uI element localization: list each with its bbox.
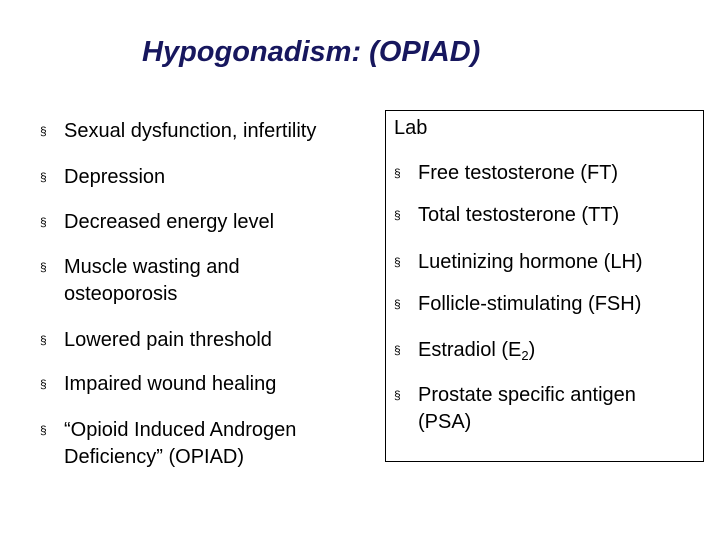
list-item-text: Decreased energy level: [64, 211, 275, 233]
list-item: [394, 382, 636, 436]
lab-heading: Lab: [394, 117, 428, 139]
list-item-text: Muscle wasting and: [64, 256, 240, 278]
bullet-marker-icon: §: [394, 166, 401, 180]
list-item-text: Depression: [64, 166, 166, 188]
list-item: [40, 164, 165, 191]
list-item-text: Sexual dysfunction, infertility: [64, 120, 317, 142]
list-item: [40, 371, 276, 398]
list-item-text: Follicle-stimulating (FSH): [418, 293, 642, 315]
slide-title: Hypogonadism: (OPIAD): [142, 36, 481, 68]
list-item-text: Prostate specific antigen: [418, 384, 636, 406]
subscript: 2: [521, 348, 529, 363]
bullet-marker-icon: §: [394, 388, 401, 402]
list-item-text: “Opioid Induced Androgen: [64, 419, 297, 441]
bullet-marker-icon: §: [40, 170, 47, 184]
list-item-text: Luetinizing hormone (LH): [418, 251, 643, 273]
list-item: [40, 254, 240, 308]
list-item: [40, 327, 272, 354]
bullet-marker-icon: §: [394, 255, 401, 269]
bullet-marker-icon: §: [394, 208, 401, 222]
list-item-text: Total testosterone (TT): [418, 204, 620, 226]
list-item: [394, 249, 643, 276]
bullet-marker-icon: §: [394, 343, 401, 357]
list-item: [394, 202, 619, 229]
bullet-marker-icon: §: [40, 377, 47, 391]
list-item-text-continued: osteoporosis: [64, 283, 178, 305]
list-item: [394, 291, 641, 318]
list-item: [40, 118, 316, 145]
bullet-marker-icon: §: [40, 260, 47, 274]
bullet-marker-icon: §: [40, 124, 47, 138]
list-item-text: Impaired wound healing: [64, 373, 277, 395]
list-item-text-continued: (PSA): [418, 411, 472, 433]
list-item: [394, 337, 535, 364]
list-item: [40, 417, 296, 471]
bullet-marker-icon: §: [40, 423, 47, 437]
list-item-text: Free testosterone (FT): [418, 162, 619, 184]
bullet-marker-icon: §: [40, 215, 47, 229]
bullet-marker-icon: §: [40, 333, 47, 347]
bullet-marker-icon: §: [394, 297, 401, 311]
list-item: [394, 160, 618, 187]
list-item-text: Lowered pain threshold: [64, 329, 272, 351]
list-item-text-continued: Deficiency” (OPIAD): [64, 446, 245, 468]
list-item: [40, 209, 274, 236]
list-item-text: Estradiol $(E_2)$: [418, 339, 536, 363]
